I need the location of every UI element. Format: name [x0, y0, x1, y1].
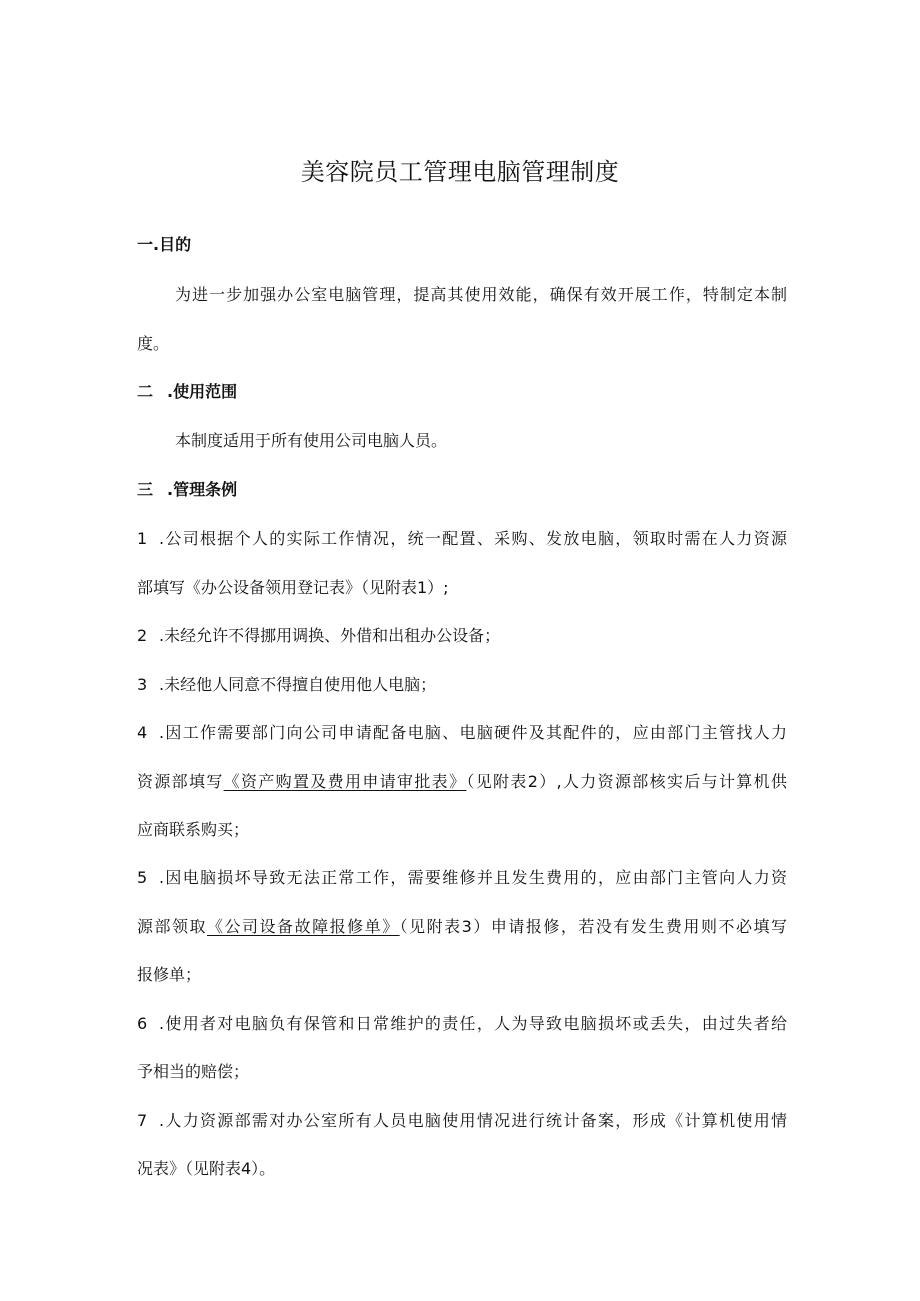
item-number: 5: [137, 868, 148, 887]
item-number: 6: [137, 1014, 148, 1033]
item-text: .未经他人同意不得擅自使用他人电脑；: [159, 675, 437, 694]
rule-item-2: [137, 624, 787, 648]
document-title: 美容院员工管理电脑管理制度: [300, 158, 620, 186]
item-text: （见附表3）申请报修，若没有发生费用则不必填写: [399, 917, 787, 936]
rule-item-5-line-1: [137, 866, 787, 890]
item-text: .因电脑损坏导致无法正常工作，需要维修并且发生费用的，应由部门主管向人力资: [159, 868, 787, 887]
scope-paragraph: 本制度适用于所有使用公司电脑人员。: [175, 431, 448, 450]
item-text: .人力资源部需对办公室所有人员电脑使用情况进行统计备案，形成《计算机使用情: [159, 1111, 787, 1130]
rule-item-4-line-2: [137, 770, 787, 794]
item-text: .因工作需要部门向公司申请配备电脑、电脑硬件及其配件的，应由部门主管找人力: [159, 723, 787, 742]
form-reference-link[interactable]: 《资产购置及费用申请审批表》: [223, 772, 467, 791]
rule-item-4-line-1: [137, 721, 787, 745]
section-heading-purpose: 一.目的: [137, 235, 192, 254]
item-text: 资源部填写: [137, 772, 224, 791]
form-reference-link[interactable]: 《公司设备故障报修单》: [207, 917, 400, 936]
section-heading-text: .使用范围: [167, 382, 238, 401]
section-heading-scope: [137, 380, 787, 404]
rule-item-6-line-2: 予相当的赔偿；: [137, 1062, 250, 1081]
rule-item-7-line-1: [137, 1109, 787, 1133]
section-heading-rules: [137, 478, 787, 502]
item-number: 7: [137, 1111, 148, 1130]
rule-item-1-line-2: 部填写《办公设备领用登记表》（见附表1）;: [137, 578, 449, 597]
rule-item-5-line-2: [137, 915, 787, 939]
item-text: 源部领取: [137, 917, 208, 936]
rule-item-6-line-1: [137, 1012, 787, 1036]
item-text: .使用者对电脑负有保管和日常维护的责任，人为导致电脑损坏或丢失，由过失者给: [159, 1014, 787, 1033]
item-text: .公司根据个人的实际工作情况，统一配置、采购、发放电脑，领取时需在人力资源: [159, 529, 787, 548]
rule-item-7-line-2: 况表》（见附表4）。: [137, 1159, 276, 1178]
section-number: 二: [137, 382, 154, 401]
item-text: （见附表2）,人力资源部核实后与计算机供: [466, 772, 787, 791]
rule-item-3: [137, 673, 787, 697]
item-number: 1: [137, 529, 148, 548]
rule-item-1-line-1: [137, 527, 787, 551]
section-number: 三: [137, 480, 154, 499]
item-number: 3: [137, 675, 148, 694]
item-number: 4: [137, 723, 148, 742]
section-heading-text: .管理条例: [167, 480, 238, 499]
purpose-paragraph-line-2: 度。: [137, 334, 170, 353]
rule-item-5-line-3: 报修单；: [137, 965, 202, 984]
item-text: .未经允许不得挪用调换、外借和出租办公设备；: [159, 626, 501, 645]
item-number: 2: [137, 626, 148, 645]
purpose-paragraph-line-1: 为进一步加强办公室电脑管理，提高其使用效能，确保有效开展工作，特制定本制: [175, 285, 787, 304]
rule-item-4-line-3: 应商联系购买；: [137, 820, 250, 839]
